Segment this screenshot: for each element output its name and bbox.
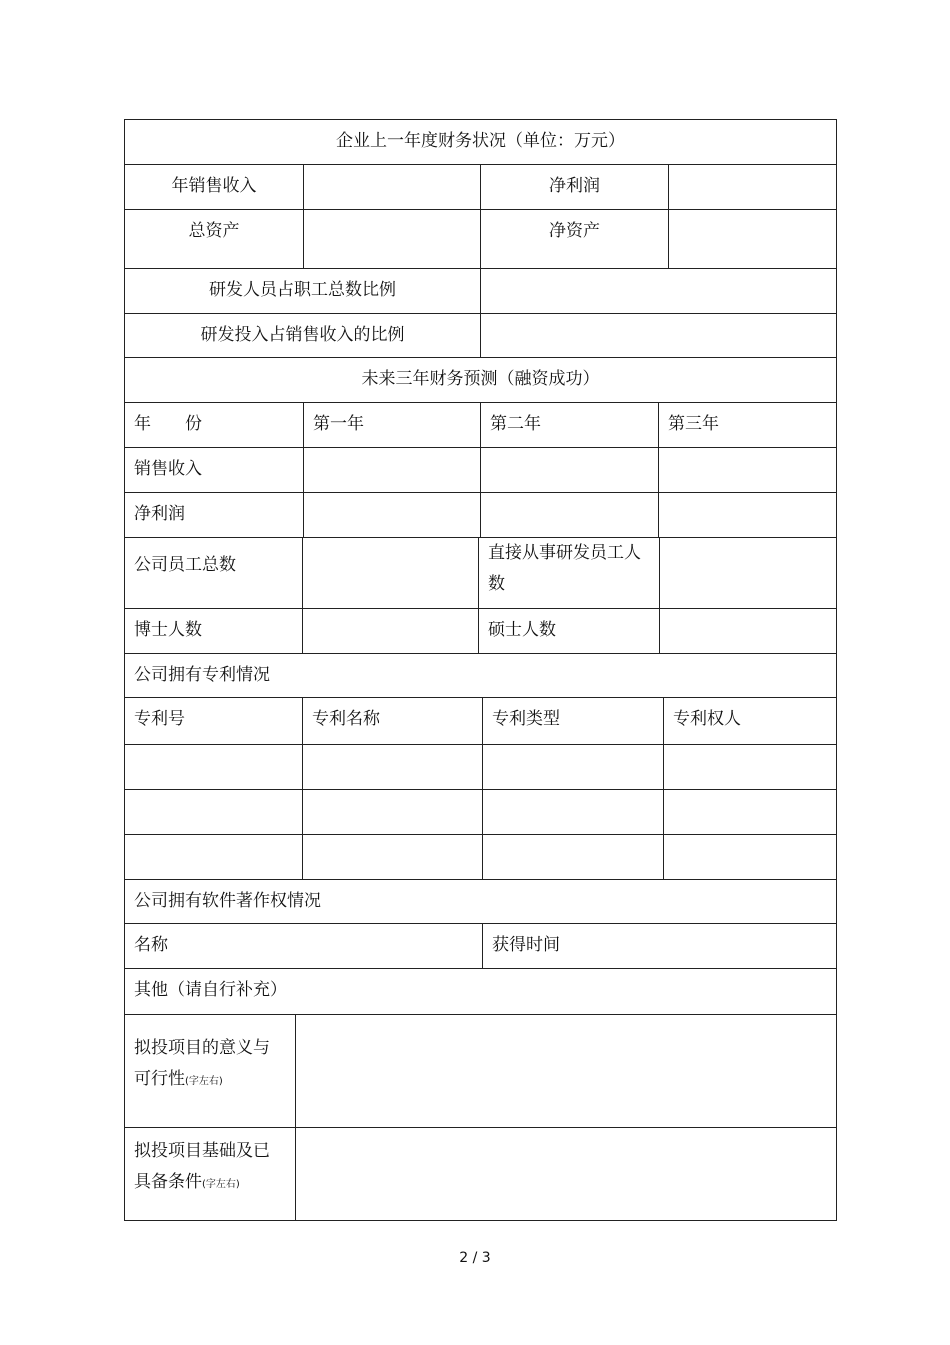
patent-row3-type[interactable]: [482, 834, 664, 880]
net-profit-label: 净利润: [480, 164, 669, 210]
net-assets-field[interactable]: [668, 209, 837, 269]
net-assets-label: 净资产: [480, 209, 669, 269]
total-staff-field[interactable]: [302, 537, 479, 609]
project-basis-text: 拟投项目基础及已具备条件: [134, 1141, 270, 1192]
patent-no-header: 专利号: [124, 697, 303, 745]
patent-row2-type[interactable]: [482, 789, 664, 835]
project-significance-note: (字左右): [185, 1076, 223, 1087]
page-number: 2 / 3: [459, 1250, 491, 1266]
project-significance-field[interactable]: [295, 1014, 837, 1128]
patent-row3-name[interactable]: [302, 834, 483, 880]
project-significance-label: [124, 1014, 296, 1128]
software-name-label: 名称: [124, 923, 483, 969]
patent-row1-type[interactable]: [482, 744, 664, 790]
software-heading: 公司拥有软件著作权情况: [124, 879, 837, 924]
finance-heading: [124, 119, 837, 165]
finance-heading-text: 企业上一年度财务状况（单位：万元）: [336, 131, 625, 151]
rd-staff-field[interactable]: [659, 537, 837, 609]
patent-type-header: 专利类型: [482, 697, 664, 745]
total-assets-label: 总资产: [124, 209, 304, 269]
patent-row1-holder[interactable]: [663, 744, 837, 790]
patents-heading: 公司拥有专利情况: [124, 653, 837, 698]
rd-staff-ratio-field[interactable]: [480, 268, 837, 314]
patent-row1-name[interactable]: [302, 744, 483, 790]
forecast-profit-year2[interactable]: [480, 492, 659, 538]
phd-label: 博士人数: [124, 608, 303, 654]
patent-holder-header: 专利权人: [663, 697, 837, 745]
forecast-sales-year2[interactable]: [480, 447, 659, 493]
rd-investment-ratio-label: 研发投入占销售收入的比例: [124, 313, 481, 358]
forecast-profit-year3[interactable]: [658, 492, 837, 538]
forecast-profit-year1[interactable]: [303, 492, 481, 538]
patent-name-header: 专利名称: [302, 697, 483, 745]
annual-sales-field[interactable]: [303, 164, 481, 210]
rd-staff-ratio-label: 研发人员占职工总数比例: [124, 268, 481, 314]
software-date-label: 获得时间: [482, 923, 837, 969]
rd-staff-label: 直接从事研发员工人数: [478, 537, 660, 609]
patent-row3-holder[interactable]: [663, 834, 837, 880]
total-assets-field[interactable]: [303, 209, 481, 269]
year-label: 年 份: [124, 402, 304, 448]
year-3-header: 第三年: [658, 402, 837, 448]
year-2-header: 第二年: [480, 402, 659, 448]
patent-row2-no[interactable]: [124, 789, 303, 835]
patent-row3-no[interactable]: [124, 834, 303, 880]
annual-sales-label: 年销售收入: [124, 164, 304, 210]
forecast-sales-label: 销售收入: [124, 447, 304, 493]
total-staff-label: 公司员工总数: [124, 537, 303, 609]
forecast-sales-year1[interactable]: [303, 447, 481, 493]
rd-investment-ratio-field[interactable]: [480, 313, 837, 358]
forecast-profit-label: 净利润: [124, 492, 304, 538]
phd-field[interactable]: [302, 608, 479, 654]
master-field[interactable]: [659, 608, 837, 654]
other-label: 其他（请自行补充）: [124, 968, 837, 1015]
project-significance-text: 拟投项目的意义与可行性: [134, 1038, 270, 1089]
patent-row2-holder[interactable]: [663, 789, 837, 835]
patent-row2-name[interactable]: [302, 789, 483, 835]
patent-row1-no[interactable]: [124, 744, 303, 790]
project-basis-label: [124, 1127, 296, 1221]
year-1-header: 第一年: [303, 402, 481, 448]
forecast-heading: 未来三年财务预测（融资成功）: [124, 357, 837, 403]
project-basis-note: (字左右): [202, 1179, 240, 1190]
forecast-sales-year3[interactable]: [658, 447, 837, 493]
master-label: 硕士人数: [478, 608, 660, 654]
net-profit-field[interactable]: [668, 164, 837, 210]
project-basis-field[interactable]: [295, 1127, 837, 1221]
